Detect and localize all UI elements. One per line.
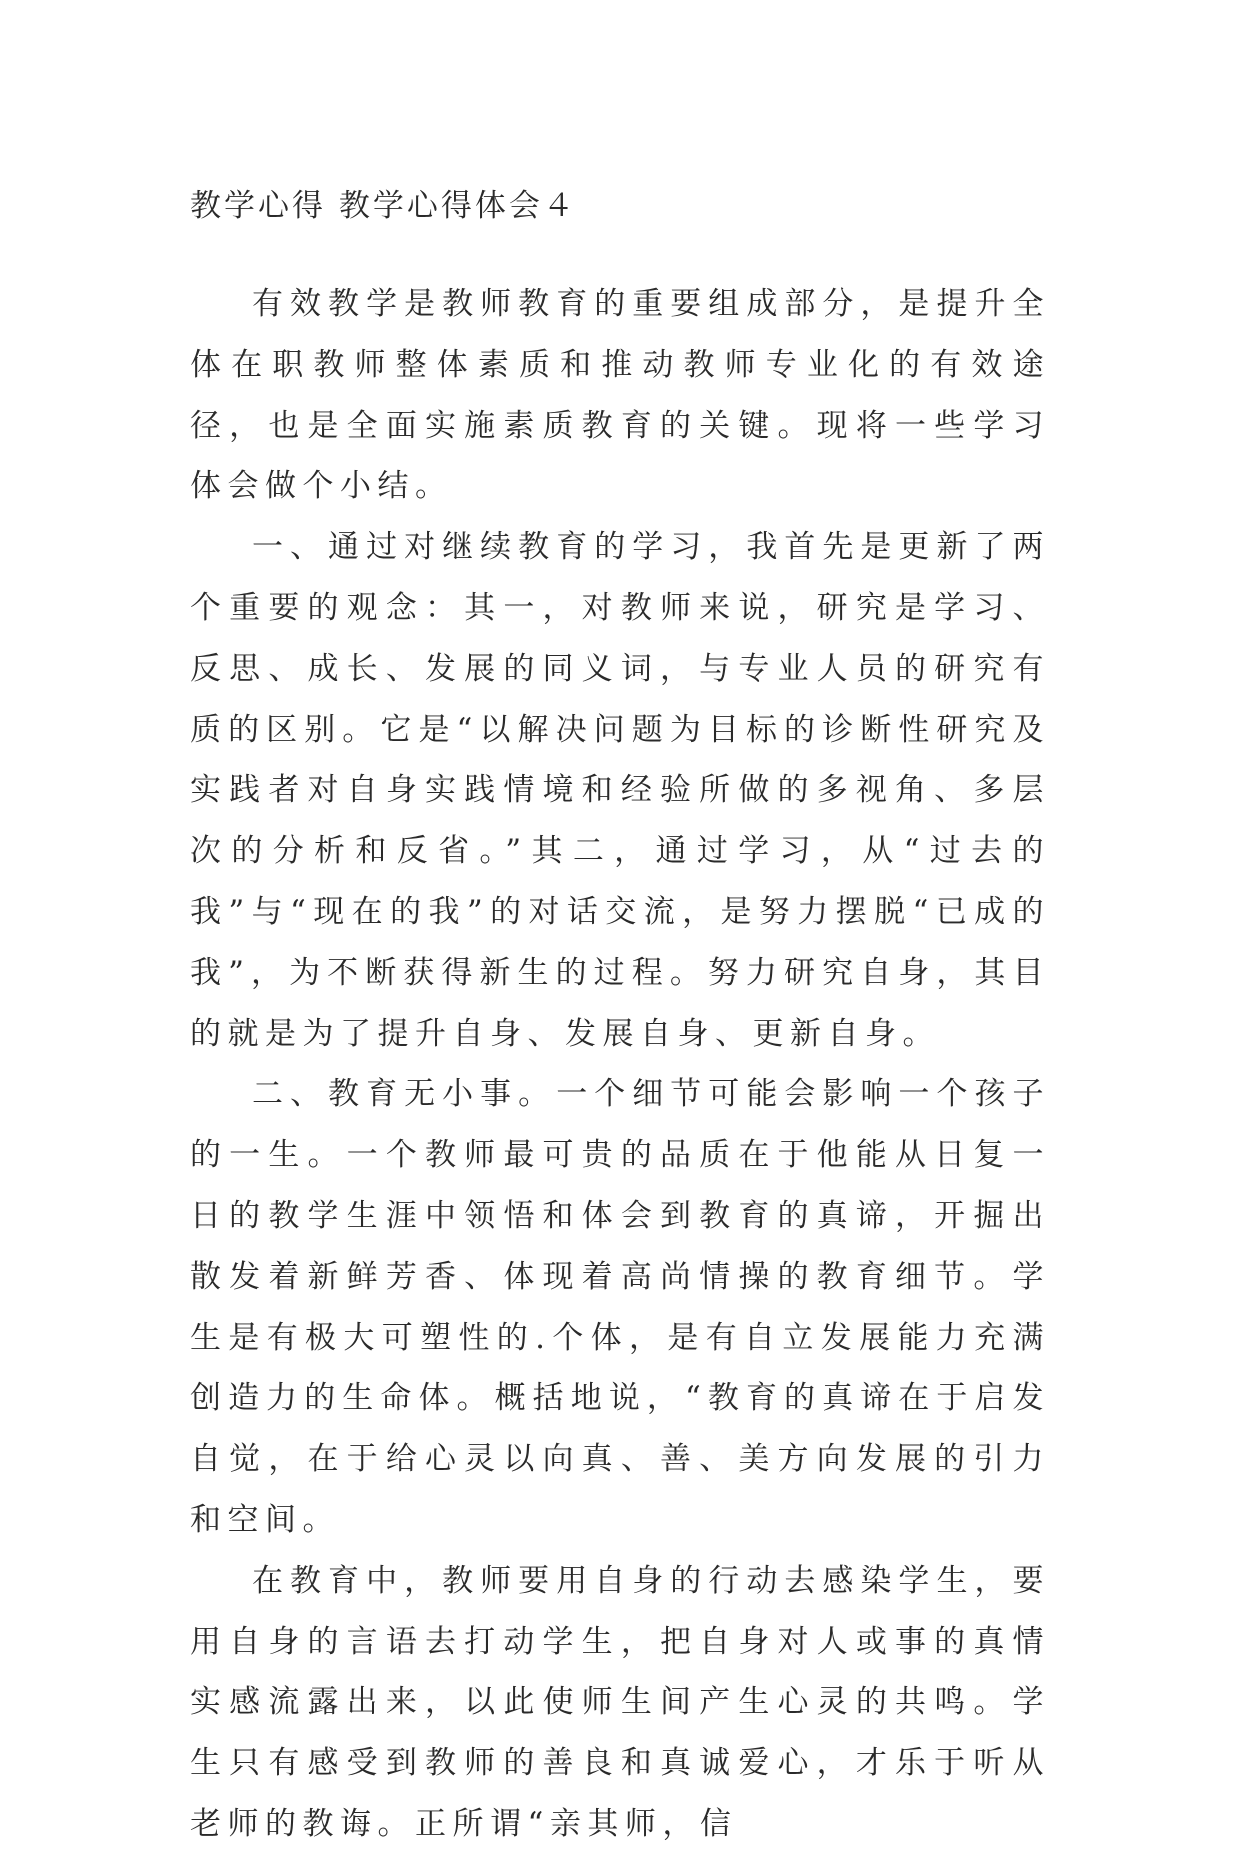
document-body — [190, 274, 1050, 1855]
document-title: 教学心得 教学心得体会４ — [190, 188, 577, 224]
paragraph: 二、教育无小事。一个细节可能会影响一个孩子的一生。一个教师最可贵的品质在于他能从日复一日的教学生涯中领悟和体会到教育的真谛，开掘出散发着新鲜芳香、体现着高尚情操的教育细节。学生是有极大可塑性的.个体，是有自立发展能力充满创造力的生命体。概括地说，“教育的真谛在于启发自觉，在于给心灵以向真、善、美方向发展的引力和空间。 — [190, 1076, 1050, 1538]
paragraph: 在教育中，教师要用自身的行动去感染学生，要用自身的言语去打动学生，把自身对人或事的真情实感流露出来，以此使师生间产生心灵的共鸣。学生只有感受到教师的善良和真诚爱心，才乐于听从老师的教诲。正所谓“亲其师，信 — [190, 1562, 1050, 1842]
paragraph: 一、通过对继续教育的学习，我首先是更新了两个重要的观念：其一，对教师来说，研究是学习、反思、成长、发展的同义词，与专业人员的研究有质的区别。它是“以解决问题为目标的诊断性研究及实践者对自身实践情境和经验所做的多视角、多层次的分析和反省。”其二，通过学习，从“过去的我”与“现在的我”的对话交流，是努力摆脱“已成的我”，为不断获得新生的过程。努力研究自身，其目的就是为了提升自身、发展自身、更新自身。 — [190, 529, 1050, 1052]
paragraph: 有效教学是教师教育的重要组成部分，是提升全体在职教师整体素质和推动教师专业化的有效途径，也是全面实施素质教育的关键。现将一些学习体会做个小结。 — [190, 286, 1050, 505]
